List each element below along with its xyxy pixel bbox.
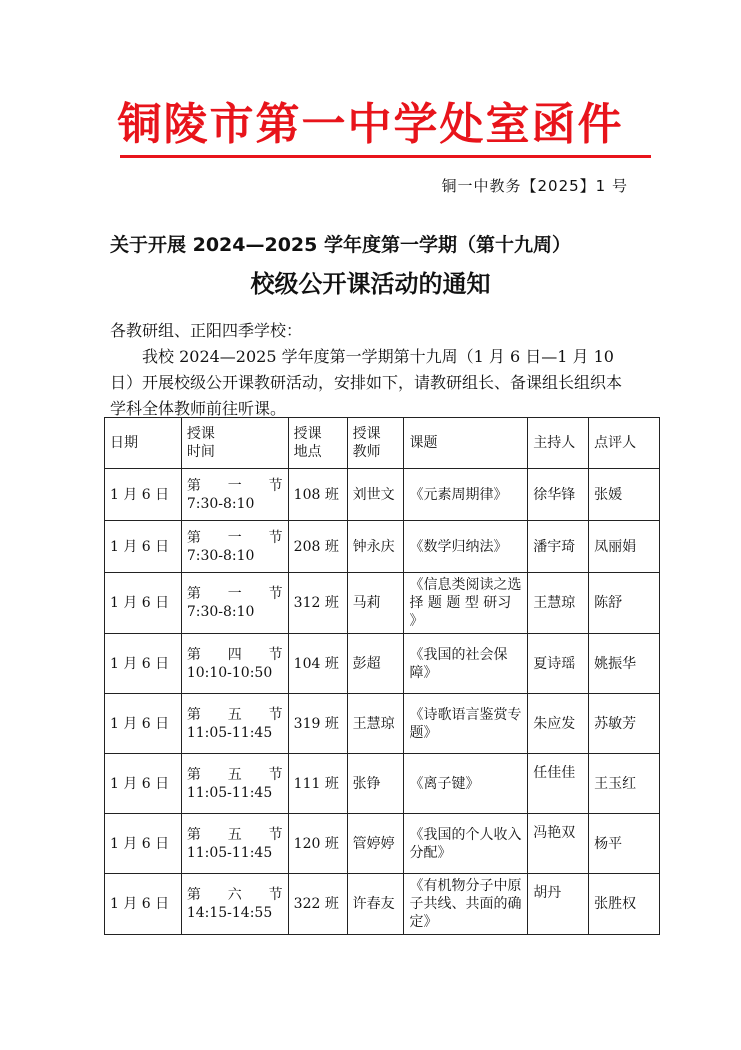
cell-host: 潘宇琦 bbox=[528, 521, 589, 573]
cell-room: 120 班 bbox=[288, 814, 347, 874]
cell-time bbox=[181, 814, 288, 874]
header-teacher-line1: 授课 bbox=[352, 426, 381, 442]
cell-period: 第 五 节 bbox=[186, 706, 283, 723]
cell-date: 1 月 6 日 bbox=[105, 814, 182, 874]
header-teacher-line2: 教师 bbox=[352, 444, 381, 460]
cell-date: 1 月 6 日 bbox=[105, 694, 182, 754]
cell-host: 朱应发 bbox=[528, 694, 589, 754]
cell-room: 319 班 bbox=[288, 694, 347, 754]
letterhead-divider bbox=[120, 155, 651, 158]
table-header-row bbox=[105, 418, 660, 469]
cell-period: 第 四 节 bbox=[186, 646, 283, 663]
cell-period: 第 五 节 bbox=[186, 826, 283, 843]
cell-period: 第 五 节 bbox=[186, 766, 283, 783]
cell-teacher: 许春友 bbox=[347, 874, 404, 935]
cell-reviewer: 张媛 bbox=[589, 469, 660, 521]
schedule-table bbox=[104, 417, 660, 935]
cell-time bbox=[181, 469, 288, 521]
cell-time-range: 14:15-14:55 bbox=[186, 905, 273, 921]
cell-date: 1 月 6 日 bbox=[105, 521, 182, 573]
table-row bbox=[105, 814, 660, 874]
cell-reviewer: 苏敏芳 bbox=[589, 694, 660, 754]
cell-host: 任佳佳 bbox=[528, 754, 589, 814]
cell-reviewer: 杨平 bbox=[589, 814, 660, 874]
cell-time bbox=[181, 521, 288, 573]
header-place-line2: 地点 bbox=[293, 444, 322, 460]
document-number: 铜一中教务【2025】1 号 bbox=[441, 177, 628, 195]
cell-room: 104 班 bbox=[288, 634, 347, 694]
cell-host: 王慧琼 bbox=[528, 573, 589, 634]
cell-time-range: 7:30-8:10 bbox=[186, 495, 255, 512]
cell-date: 1 月 6 日 bbox=[105, 469, 182, 521]
cell-date: 1 月 6 日 bbox=[105, 573, 182, 634]
header-place-line1: 授课 bbox=[293, 426, 322, 442]
body-text: 我校 2024—2025 学年度第一学期第十九周（1 月 6 日—1 月 10 日）开展校级公开课教研活动，安排如下，请教研组长、备课组长组织本学科全体教师前往听课。 bbox=[110, 347, 623, 418]
cell-topic: 《我国的个人收入分配》 bbox=[404, 814, 528, 874]
cell-time bbox=[181, 634, 288, 694]
cell-teacher: 王慧琼 bbox=[347, 694, 404, 754]
cell-teacher: 钟永庆 bbox=[347, 521, 404, 573]
header-reviewer: 点评人 bbox=[589, 418, 660, 469]
notice-title-line1: 关于开展 2024—2025 学年度第一学期（第十九周） bbox=[110, 234, 571, 256]
header-time-line1: 授课 bbox=[186, 426, 215, 442]
cell-time bbox=[181, 754, 288, 814]
cell-time-range: 11:05-11:45 bbox=[186, 724, 273, 741]
table-row bbox=[105, 754, 660, 814]
salutation: 各教研组、正阳四季学校： bbox=[110, 321, 303, 340]
cell-period: 第 六 节 bbox=[186, 887, 283, 903]
cell-host: 夏诗瑶 bbox=[528, 634, 589, 694]
table-row bbox=[105, 573, 660, 634]
cell-reviewer: 姚振华 bbox=[589, 634, 660, 694]
cell-date: 1 月 6 日 bbox=[105, 634, 182, 694]
cell-date: 1 月 6 日 bbox=[105, 874, 182, 935]
table-row bbox=[105, 521, 660, 573]
letterhead-title: 铜陵市第一中学处室函件 bbox=[117, 99, 624, 150]
cell-date: 1 月 6 日 bbox=[105, 754, 182, 814]
table-row bbox=[105, 469, 660, 521]
cell-topic: 《元素周期律》 bbox=[404, 469, 528, 521]
cell-time bbox=[181, 874, 288, 935]
cell-room: 322 班 bbox=[288, 874, 347, 935]
header-date: 日期 bbox=[105, 418, 182, 469]
cell-time-range: 7:30-8:10 bbox=[186, 604, 255, 620]
cell-topic: 《我国的社会保障》 bbox=[404, 634, 528, 694]
cell-reviewer: 凤丽娟 bbox=[589, 521, 660, 573]
cell-time-range: 11:05-11:45 bbox=[186, 844, 273, 861]
cell-topic: 《有机物分子中原子共线、共面的确定》 bbox=[404, 874, 528, 935]
cell-room: 312 班 bbox=[288, 573, 347, 634]
header-time bbox=[181, 418, 288, 469]
cell-topic: 《数学归纳法》 bbox=[404, 521, 528, 573]
cell-reviewer: 王玉红 bbox=[589, 754, 660, 814]
cell-period: 第 一 节 bbox=[186, 529, 283, 546]
cell-period: 第 一 节 bbox=[186, 477, 283, 494]
cell-teacher: 马莉 bbox=[347, 573, 404, 634]
cell-teacher: 彭超 bbox=[347, 634, 404, 694]
cell-teacher: 管婷婷 bbox=[347, 814, 404, 874]
cell-time-range: 10:10-10:50 bbox=[186, 664, 273, 681]
cell-host: 徐华锋 bbox=[528, 469, 589, 521]
cell-time-range: 7:30-8:10 bbox=[186, 547, 255, 564]
cell-time bbox=[181, 694, 288, 754]
cell-reviewer: 张胜权 bbox=[589, 874, 660, 935]
cell-host: 冯艳双 bbox=[528, 814, 589, 874]
header-time-line2: 时间 bbox=[186, 444, 215, 460]
cell-room: 108 班 bbox=[288, 469, 347, 521]
cell-time-range: 11:05-11:45 bbox=[186, 784, 273, 801]
table-row bbox=[105, 874, 660, 935]
header-place bbox=[288, 418, 347, 469]
cell-room: 208 班 bbox=[288, 521, 347, 573]
header-host: 主持人 bbox=[528, 418, 589, 469]
cell-teacher: 张铮 bbox=[347, 754, 404, 814]
cell-time bbox=[181, 573, 288, 634]
body-paragraph bbox=[110, 344, 630, 422]
cell-teacher: 刘世文 bbox=[347, 469, 404, 521]
cell-topic: 《信息类阅读之选 择 题 题 型 研习 》 bbox=[404, 573, 528, 634]
cell-reviewer: 陈舒 bbox=[589, 573, 660, 634]
header-topic: 课题 bbox=[404, 418, 528, 469]
cell-period: 第 一 节 bbox=[186, 586, 283, 602]
notice-title-line2: 校级公开课活动的通知 bbox=[250, 270, 491, 298]
table-row bbox=[105, 634, 660, 694]
cell-topic: 《诗歌语言鉴赏专题》 bbox=[404, 694, 528, 754]
cell-room: 111 班 bbox=[288, 754, 347, 814]
cell-topic: 《离子键》 bbox=[404, 754, 528, 814]
cell-host: 胡丹 bbox=[528, 874, 589, 935]
header-teacher bbox=[347, 418, 404, 469]
table-row bbox=[105, 694, 660, 754]
